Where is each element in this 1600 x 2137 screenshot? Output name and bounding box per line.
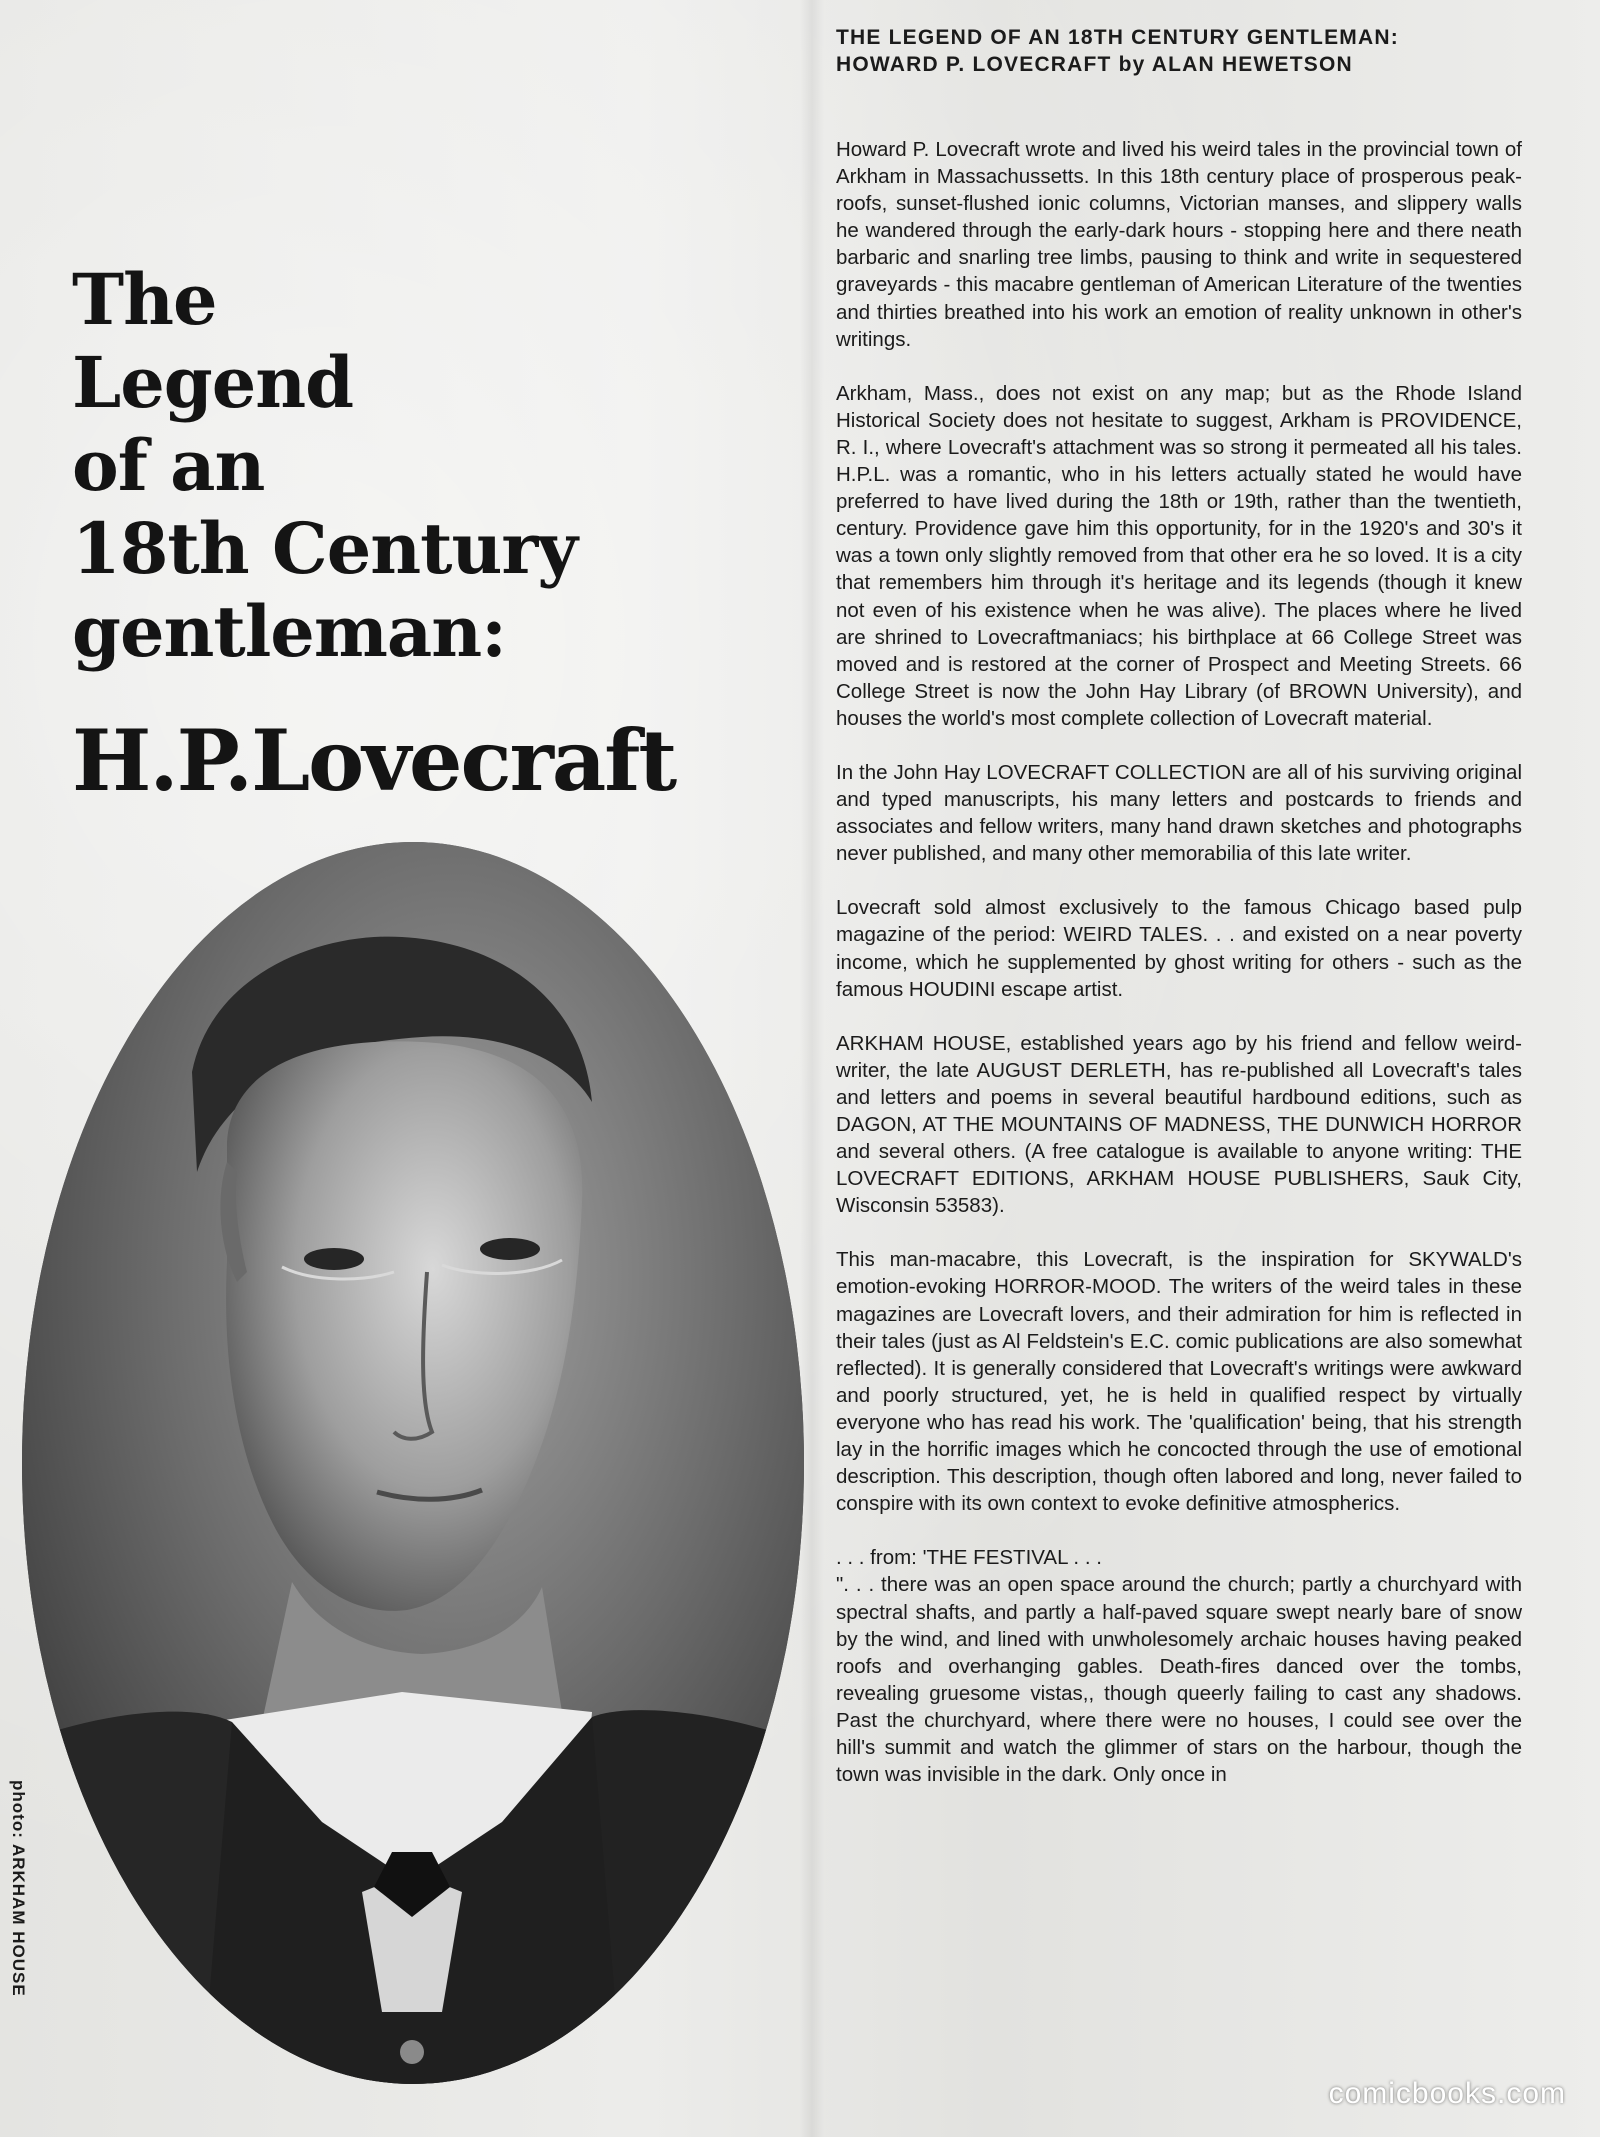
- excerpt-source: . . . from: 'THE FESTIVAL . . .: [836, 1546, 1102, 1570]
- excerpt-quote: ". . . there was an open space around the church; partly a churchyard with spectral shafts, and partly a half-paved square swept nearly bare of snow by the wind, and lined with unwholesomely archaic houses having peaked roofs and overhanging gables. Death-fires danced over the tombs, revealing gruesome vistas,, though queerly failing to cast any shadows. Past the churchyard, where there were no houses, I could see over the hill's summit and watch the glimmer of stars on the harbour, though the town was invisible in the dark. Only once in: [836, 1573, 1522, 1787]
- vest-button: [400, 2040, 424, 2064]
- headline-line-3: of an: [72, 424, 265, 507]
- headline-line-5: gentleman:: [72, 590, 506, 673]
- article-paragraph-3: In the John Hay LOVECRAFT COLLECTION are all of his surviving original and typed manuscripts, his many letters and postcards to friends and associates and fellow writers, many hand drawn sketches and photographs never published, and many other memorabilia of this late writer.: [836, 760, 1522, 866]
- headline: [72, 258, 676, 810]
- article-paragraph-6: This man-macabre, this Lovecraft, is the inspiration for SKYWALD's emotion-evoking HORROR-MOOD. The writers of the weird tales in these magazines are Lovecraft lovers, and their admiration for him is reflected in their tales (just as Al Feldstein's E.C. comic publications are also somewhat reflected). It is generally considered that Lovecraft's writings were awkward and poorly structured, yet, he is held in qualified respect by virtually everyone who has read his work. The 'qualification' being, that his strength lay in the horrific images which he concocted through the use of emotional description. This description, though often labored and long, never failed to conspire with its own context to evoke definitive atmospherics.: [836, 1248, 1522, 1516]
- article-title-line-1: THE LEGEND OF AN 18TH CENTURY GENTLEMAN:: [836, 26, 1399, 49]
- article-title-line-2: HOWARD P. LOVECRAFT by ALAN HEWETSON: [836, 53, 1353, 76]
- headline-line-1: The: [72, 258, 217, 341]
- article-paragraph-4: Lovecraft sold almost exclusively to the famous Chicago based pulp magazine of the period: WEIRD TALES. . . and existed on a near poverty income, which he supplemented by ghost writing for others - such as the famous HOUDINI escape artist.: [836, 896, 1522, 1001]
- site-watermark: comicbooks.com: [1328, 2077, 1566, 2110]
- left-eye: [304, 1248, 364, 1270]
- headline-name: H.P.Lovecraft: [72, 711, 676, 810]
- article-paragraph-2: Arkham, Mass., does not exist on any map; but as the Rhode Island Historical Society does not hesitate to suggest, Arkham is PROVIDENCE, R. I., where Lovecraft's attachment was so strong it permeated all his tales. H.P.L. was a romantic, who in his letters actually stated he would have preferred to have lived during the 18th or 19th, rather than the twentieth, century. Providence gave him this opportunity, for in the 1920's and 30's it was a town only slightly removed from that other era he so loved. It is a city that remembers him through it's heritage and its legends (though it knew not even of his existence when he was alive). The places where he lived are shrined to Lovecraftmaniacs; his birthplace at 66 College Street was moved and is restored at the corner of Prospect and Meeting Streets. 66 College Street is now the John Hay Library (of BROWN University), and houses the world's most complete collection of Lovecraft material.: [836, 381, 1522, 730]
- article-title: [836, 24, 1522, 78]
- photo-credit: photo: ARKHAM HOUSE: [9, 1780, 28, 1997]
- portrait-photo: [22, 842, 804, 2084]
- portrait-illustration: [22, 842, 804, 2084]
- right-eye: [480, 1238, 540, 1260]
- headline-line-4: 18th Century: [72, 507, 577, 590]
- article-paragraph-5: ARKHAM HOUSE, established years ago by his friend and fellow weird-writer, the late AUGUST DERLETH, has re-published all Lovecraft's tales and letters and poems in several beautiful hardbound editions, such as DAGON, AT THE MOUNTAINS OF MADNESS, THE DUNWICH HORROR and several others. (A free catalogue is available to anyone writing: THE LOVECRAFT EDITIONS, ARKHAM HOUSE PUBLISHERS, Sauk City, Wisconsin 53583).: [836, 1031, 1522, 1218]
- article-paragraph-1: Howard P. Lovecraft wrote and lived his weird tales in the provincial town of Arkham in Massachussetts. In this 18th century place of prosperous peak-roofs, sunset-flushed ionic columns, Victorian manses, and slippery walls he wandered through the early-dark hours - stopping here and there neath barbaric and snarling tree limbs, pausing to think and write in sequestered graveyards - this macabre gentleman of American Literature of the twenties and thirties breathed into his work an emotion of reality unknown in other's writings.: [836, 138, 1522, 351]
- article-column: [836, 24, 1522, 1815]
- page-fold-shadow: [800, 0, 824, 2137]
- headline-line-2: Legend: [72, 341, 354, 424]
